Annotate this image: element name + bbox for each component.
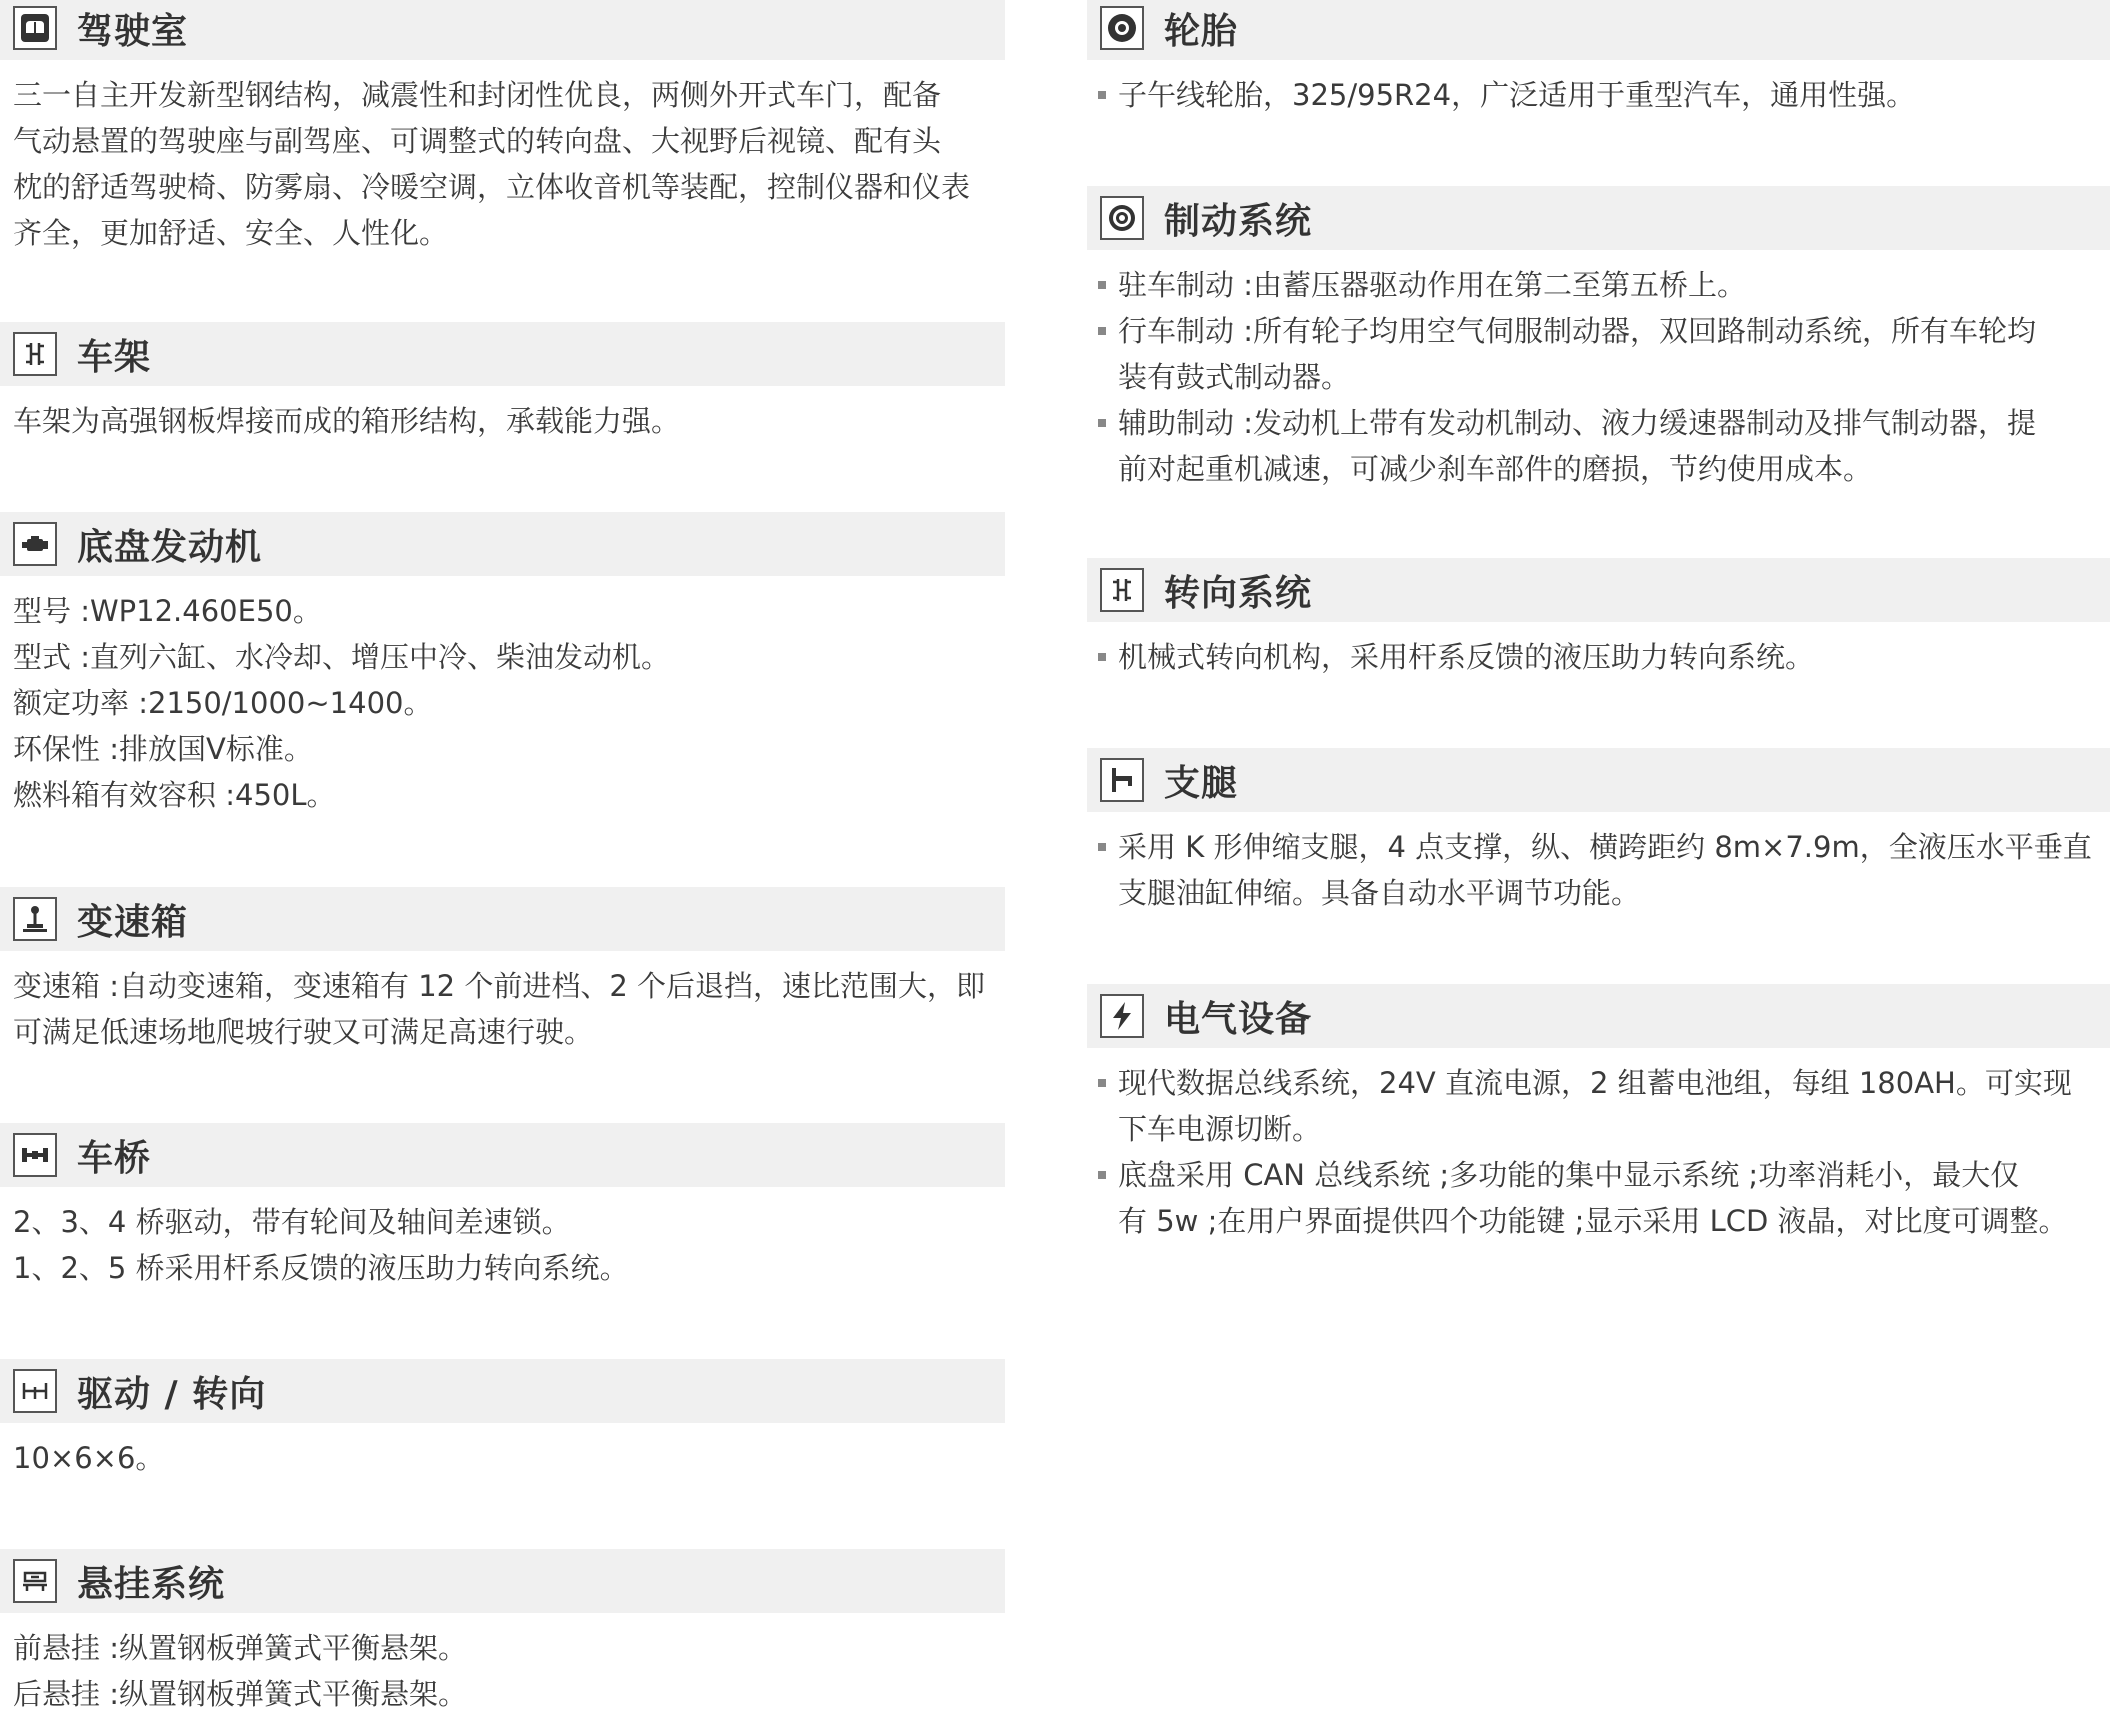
section-title: 车桥 bbox=[77, 1137, 152, 1179]
text-line: 三一自主开发新型钢结构，减震性和封闭性优良，两侧外开式车门，配备 bbox=[13, 78, 942, 112]
text-line: 枕的舒适驾驶椅、防雾扇、冷暖空调，立体收音机等装配，控制仪器和仪表 bbox=[13, 170, 971, 204]
section-title: 底盘发动机 bbox=[77, 526, 263, 568]
text-line: 辅助制动 :发动机上带有发动机制动、液力缓速器制动及排气制动器，提 bbox=[1118, 406, 2036, 440]
section-header bbox=[1087, 748, 2110, 812]
section-title: 支腿 bbox=[1164, 762, 1239, 804]
section-header bbox=[1087, 984, 2110, 1048]
section-title: 驱动 / 转向 bbox=[77, 1373, 267, 1415]
section-header bbox=[1087, 0, 2110, 60]
text-line: 采用 K 形伸缩支腿，4 点支撑，纵、横跨距约 8m×7.9m，全液压水平垂直 bbox=[1118, 830, 2092, 864]
text-line: 驻车制动 :由蓄压器驱动作用在第二至第五桥上。 bbox=[1118, 268, 1746, 302]
section-title: 制动系统 bbox=[1164, 200, 1313, 242]
text-line: 下车电源切断。 bbox=[1118, 1112, 1322, 1146]
section-tire bbox=[1087, 0, 2110, 118]
text-line: 气动悬置的驾驶座与副驾座、可调整式的转向盘、大视野后视镜、配有头 bbox=[13, 124, 942, 158]
section-header bbox=[0, 322, 1005, 386]
list-item bbox=[1087, 1152, 2110, 1244]
section-title: 车架 bbox=[77, 336, 152, 378]
section-steering bbox=[1087, 558, 2110, 680]
text-line: 可满足低速场地爬坡行驶又可满足高速行驶。 bbox=[13, 1015, 594, 1049]
text-line: 2、3、4 桥驱动，带有轮间及轴间差速锁。 bbox=[13, 1205, 571, 1239]
text-line: 前对起重机减速，可减少刹车部件的磨损，节约使用成本。 bbox=[1118, 452, 1873, 486]
section-body bbox=[0, 963, 1005, 1055]
section-brake bbox=[1087, 186, 2110, 492]
section-cab bbox=[0, 0, 1005, 256]
section-header bbox=[0, 1549, 1005, 1613]
tire-icon bbox=[1100, 6, 1144, 50]
text-line: 10×6×6。 bbox=[13, 1441, 165, 1475]
section-header bbox=[0, 887, 1005, 951]
list-item bbox=[1087, 824, 2110, 916]
text-line: 后悬挂 :纵置钢板弹簧式平衡悬架。 bbox=[13, 1677, 467, 1711]
frame-icon bbox=[13, 332, 57, 376]
cab-icon bbox=[13, 6, 57, 50]
bullet-list bbox=[1087, 634, 2110, 680]
brake-icon bbox=[1100, 196, 1144, 240]
list-item bbox=[1087, 72, 2110, 118]
section-header bbox=[1087, 558, 2110, 622]
text-line: 车架为高强钢板焊接而成的箱形结构，承载能力强。 bbox=[13, 404, 681, 438]
section-title: 悬挂系统 bbox=[77, 1563, 226, 1605]
list-item bbox=[1087, 262, 2110, 308]
section-header bbox=[0, 1123, 1005, 1187]
section-body bbox=[0, 398, 1005, 444]
section-drive bbox=[0, 1359, 1005, 1481]
text-line: 燃料箱有效容积 :450L。 bbox=[13, 778, 336, 812]
engine-icon bbox=[13, 522, 57, 566]
list-item bbox=[1087, 634, 2110, 680]
text-line: 型式 :直列六缸、水冷却、增压中冷、柴油发动机。 bbox=[13, 640, 670, 674]
list-item bbox=[1087, 400, 2110, 492]
bullet-list bbox=[1087, 824, 2110, 916]
text-line: 底盘采用 CAN 总线系统 ;多功能的集中显示系统 ;功率消耗小，最大仅 bbox=[1118, 1158, 2020, 1192]
bullet-list bbox=[1087, 72, 2110, 118]
text-line: 子午线轮胎，325/95R24，广泛适用于重型汽车，通用性强。 bbox=[1118, 78, 1916, 112]
section-header bbox=[1087, 186, 2110, 250]
text-line: 现代数据总线系统，24V 直流电源，2 组蓄电池组，每组 180AH。可实现 bbox=[1118, 1066, 2072, 1100]
section-header bbox=[0, 1359, 1005, 1423]
section-frame bbox=[0, 322, 1005, 444]
bullet-list bbox=[1087, 262, 2110, 492]
section-body bbox=[0, 72, 1005, 256]
list-item bbox=[1087, 1060, 2110, 1152]
lightning-icon bbox=[1100, 994, 1144, 1038]
steering-icon bbox=[1100, 568, 1144, 612]
text-line: 变速箱 :自动变速箱，变速箱有 12 个前进档、2 个后退挡，速比范围大，即 bbox=[13, 969, 985, 1003]
text-line: 机械式转向机构，采用杆系反馈的液压助力转向系统。 bbox=[1118, 640, 1815, 674]
text-line: 齐全，更加舒适、安全、人性化。 bbox=[13, 216, 449, 250]
section-axle bbox=[0, 1123, 1005, 1291]
text-line: 型号 :WP12.460E50。 bbox=[13, 594, 322, 628]
section-outrigger bbox=[1087, 748, 2110, 916]
axle-icon bbox=[13, 1133, 57, 1177]
text-line: 1、2、5 桥采用杆系反馈的液压助力转向系统。 bbox=[13, 1251, 629, 1285]
gear-shift-icon bbox=[13, 897, 57, 941]
section-electrical bbox=[1087, 984, 2110, 1244]
text-line: 行车制动 :所有轮子均用空气伺服制动器，双回路制动系统，所有车轮均 bbox=[1118, 314, 2036, 348]
text-line: 装有鼓式制动器。 bbox=[1118, 360, 1351, 394]
section-suspension bbox=[0, 1549, 1005, 1717]
section-body bbox=[0, 1199, 1005, 1291]
section-body bbox=[0, 1625, 1005, 1717]
bullet-list bbox=[1087, 1060, 2110, 1244]
section-title: 电气设备 bbox=[1164, 998, 1313, 1040]
section-engine bbox=[0, 512, 1005, 818]
list-item bbox=[1087, 308, 2110, 400]
outrigger-icon bbox=[1100, 758, 1144, 802]
section-title: 驾驶室 bbox=[77, 10, 189, 52]
text-line: 环保性 :排放国Ⅴ标准。 bbox=[13, 732, 313, 766]
section-body bbox=[0, 1435, 1005, 1481]
suspension-icon bbox=[13, 1559, 57, 1603]
section-title: 转向系统 bbox=[1164, 572, 1313, 614]
text-line: 前悬挂 :纵置钢板弹簧式平衡悬架。 bbox=[13, 1631, 467, 1665]
section-gearbox bbox=[0, 887, 1005, 1055]
text-line: 额定功率 :2150/1000~1400。 bbox=[13, 686, 433, 720]
text-line: 有 5w ;在用户界面提供四个功能键 ;显示采用 LCD 液晶，对比度可调整。 bbox=[1118, 1204, 2068, 1238]
section-body bbox=[0, 588, 1005, 818]
section-header bbox=[0, 512, 1005, 576]
text-line: 支腿油缸伸缩。具备自动水平调节功能。 bbox=[1118, 876, 1641, 910]
section-title: 轮胎 bbox=[1164, 10, 1239, 52]
section-header bbox=[0, 0, 1005, 60]
drive-icon bbox=[13, 1369, 57, 1413]
section-title: 变速箱 bbox=[77, 901, 189, 943]
